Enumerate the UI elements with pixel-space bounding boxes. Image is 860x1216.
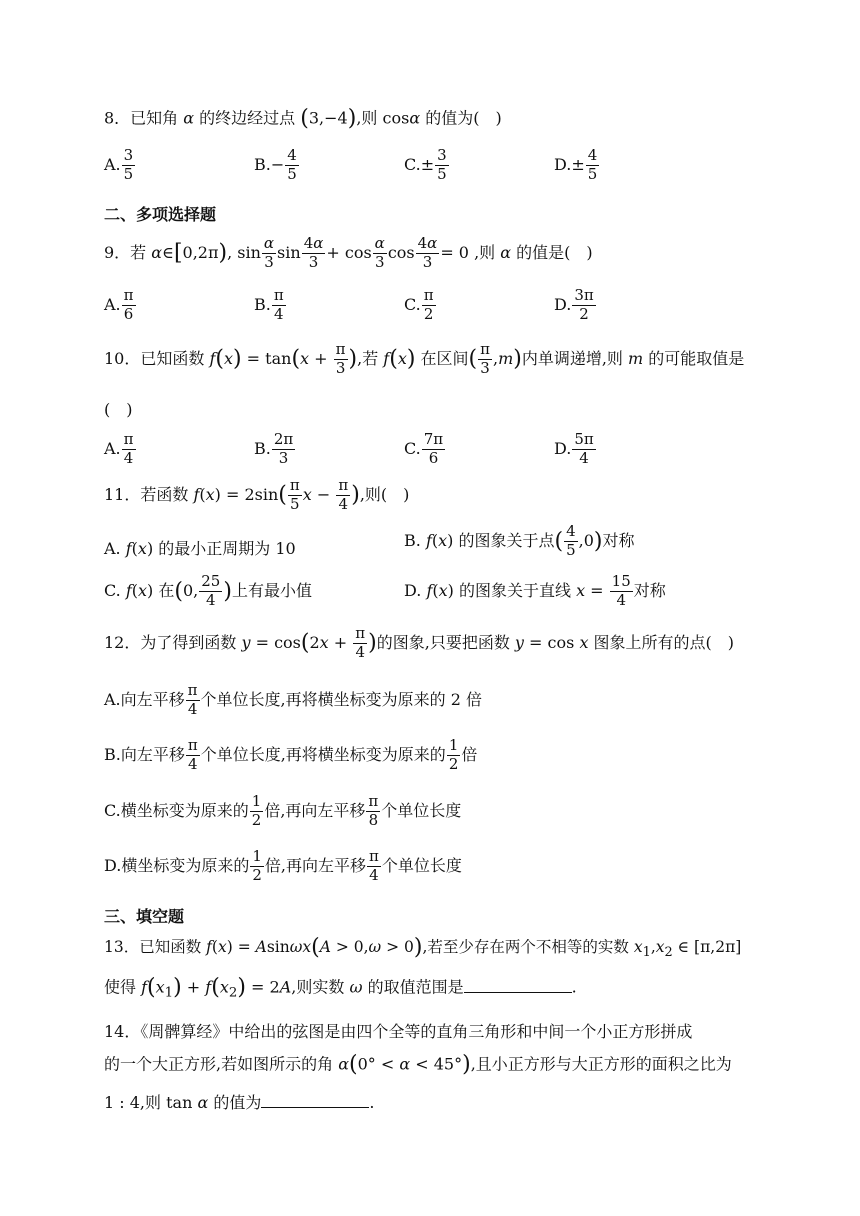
section-heading-multiple-choice: 二、多项选择题	[104, 205, 217, 224]
q10-stem-cont: ( )	[104, 400, 133, 419]
q8-option-a[interactable]: A. $\frac{3}{5}$	[104, 146, 134, 183]
q12-stem: 12．为了得到函数 y = cos(2x + $\frac{\pi}{4}$ )的图象,只要把函数 y = cos x 图象上所有的点( )	[104, 624, 735, 661]
q13-line2: 使得 $f(x_1) + f(x_2) = 2A$,则实数 ω 的取值范围是 .	[104, 975, 577, 1001]
q11-option-a[interactable]: A. f(x) 的最小正周期为 10	[104, 539, 296, 558]
q11-stem: 11．若函数 f(x) = 2sin( $\frac{\pi}{5}$ x − $\frac{\pi}{4}$ ),则( )	[104, 476, 410, 513]
q12-option-c[interactable]: C.横坐标变为原来的 $\frac{1}{2}$ 倍,再向左平移 $\frac{\pi}{8}$ 个单位长度	[104, 792, 462, 829]
q10-option-c[interactable]: C. $\frac{7\pi}{6}$	[404, 430, 444, 467]
q11-option-d[interactable]: D. f(x) 的图象关于直线 x = $\frac{15}{4}$ 对称	[404, 572, 666, 609]
q9-option-d[interactable]: D. $\frac{3\pi}{2}$	[554, 286, 594, 323]
q10-stem: 10．已知函数 f(x) = tan(x + $\frac{\pi}{3}$ ),若 f(x) 在区间( $\frac{\pi}{3}$ ,m)内单调递增,则 m 的可能取值是	[104, 340, 745, 377]
q10-option-d[interactable]: D. $\frac{5\pi}{4}$	[554, 430, 594, 467]
q10-option-a[interactable]: A. $\frac{\pi}{4}$	[104, 430, 134, 467]
q12-option-b[interactable]: B.向左平移 $\frac{\pi}{4}$ 个单位长度,再将横坐标变为原来的 $\frac{1}{2}$ 倍	[104, 736, 478, 773]
q9-option-a[interactable]: A. $\frac{\pi}{6}$	[104, 286, 134, 323]
q9-option-b[interactable]: B. $\frac{\pi}{4}$	[254, 286, 284, 323]
q11-option-c[interactable]: C. f(x) 在(0, $\frac{25}{4}$ )上有最小值	[104, 572, 312, 609]
q13-line1: 13．已知函数 f(x) = Asinωx(A > 0,ω > 0),若至少存在两个不相等的实数 $x_1,x_2$ ∈ [π,2π]	[104, 935, 742, 961]
q14-line3: 1 : 4,则 tan α 的值为 .	[104, 1093, 375, 1112]
q8-option-d[interactable]: D.± $\frac{4}{5}$	[554, 146, 598, 183]
q8-option-c[interactable]: C.± $\frac{3}{5}$	[404, 146, 447, 183]
section-heading-fill-in: 三、填空题	[104, 907, 185, 926]
q14-line1: 14．《周髀算经》中给出的弦图是由四个全等的直角三角形和中间一个小正方形拼成	[104, 1022, 693, 1041]
q14-answer-blank[interactable]	[261, 1093, 369, 1108]
q11-option-b[interactable]: B. f(x) 的图象关于点( $\frac{4}{5}$ ,0)对称	[404, 522, 635, 559]
q13-answer-blank[interactable]	[464, 978, 572, 993]
q8-option-b[interactable]: B.− $\frac{4}{5}$	[254, 146, 297, 183]
q10-option-b[interactable]: B. $\frac{2\pi}{3}$	[254, 430, 294, 467]
q12-option-a[interactable]: A.向左平移 $\frac{\pi}{4}$ 个单位长度,再将横坐标变为原来的 2 倍	[104, 681, 482, 718]
q8-stem: 8．已知角 α 的终边经过点 (3,−4),则 cosα 的值为( )	[104, 106, 502, 131]
q9-stem: 9．若 α∈[0,2π), sin $\frac{\alpha}{3}$ sin $\frac{4\alpha}{3}$ + cos $\frac{\alpha}{3}$ cos $\frac{4\alpha}{3}$ = 0 ,则 α 的值是( )	[104, 234, 593, 271]
q12-option-d[interactable]: D.横坐标变为原来的 $\frac{1}{2}$ 倍,再向左平移 $\frac{\pi}{4}$ 个单位长度	[104, 847, 462, 884]
q9-option-c[interactable]: C. $\frac{\pi}{2}$	[404, 286, 434, 323]
q14-line2: 的一个大正方形,若如图所示的角 α(0° < α < 45°),且小正方形与大正方形的面积之比为	[104, 1052, 732, 1077]
